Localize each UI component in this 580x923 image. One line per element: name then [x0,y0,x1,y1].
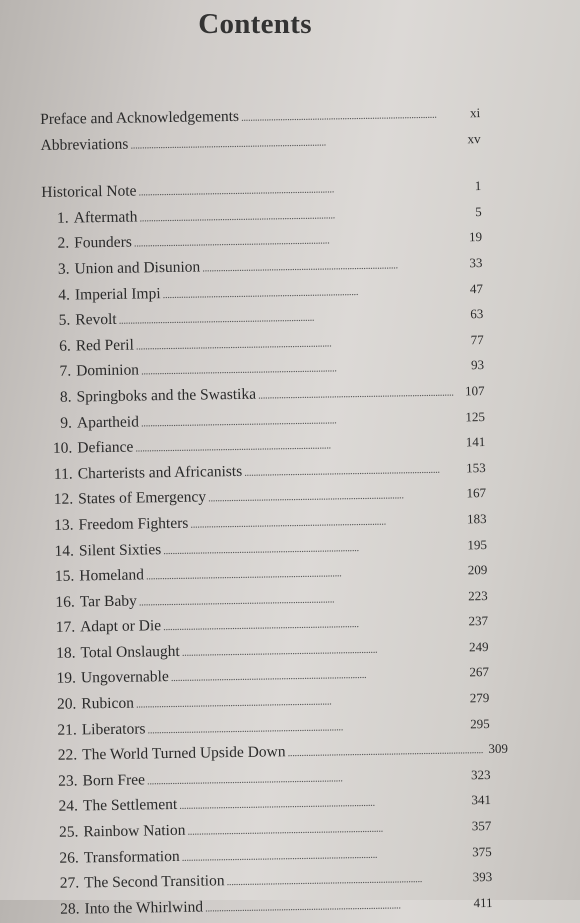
chapter-number: 25. [58,823,79,841]
page-number: 107 [464,382,485,399]
dot-leader [136,329,458,359]
page-number: 341 [471,792,492,808]
dot-leader [226,867,466,895]
page-number: 309 [488,740,509,757]
chapter-number: 8. [59,388,72,406]
page-number: 223 [468,587,488,604]
page-number: xv [467,130,481,146]
entry-title: Rubicon [81,694,135,713]
dot-leader [258,380,459,408]
page-number: 357 [471,818,492,834]
chapter-number: 26. [59,849,79,867]
chapter-number: 9. [60,414,73,432]
chapter-number: 10. [52,439,73,457]
chapter-number: 1. [56,209,69,227]
entry-title: Adapt or Die [80,617,162,636]
chapter-number: 11. [53,465,73,483]
dot-leader [241,102,455,130]
page-number: 19 [468,229,483,245]
dot-leader [141,355,458,385]
page-number: 63 [470,306,484,322]
entry-title: States of Emergency [78,488,207,508]
entry-title: The Second Transition [84,872,225,892]
page-number: 167 [466,485,487,501]
dot-leader [244,457,460,485]
entry-title: Historical Note [41,182,137,202]
chapter-number: 3. [57,260,70,278]
page-number: 295 [470,715,490,731]
entry-title: Founders [73,233,132,252]
dot-leader [139,585,462,615]
page-number: 267 [469,664,490,680]
entry-title: Born Free [82,771,146,790]
chapter-number: 21. [57,721,77,739]
dot-leader [146,560,462,590]
entry-title: Tar Baby [79,592,137,611]
entry-title: Rainbow Nation [83,821,186,841]
page-number: 153 [466,459,486,476]
chapter-number: 16. [55,593,75,611]
page-number: 411 [473,894,493,911]
dot-leader [187,815,465,844]
dot-leader [205,892,467,921]
dot-leader [163,611,462,640]
dot-leader [208,483,460,512]
dot-leader [147,764,465,794]
page-number: 393 [472,869,493,885]
entry-title: Silent Sixties [78,540,162,559]
entry-title: Liberators [81,720,146,739]
entry-title: Total Onslaught [80,642,180,662]
page-number: xi [469,105,481,121]
dot-leader [138,176,455,206]
page-number: 195 [467,536,488,552]
table-of-contents [40,101,509,923]
entry-title: Aftermath [73,208,138,227]
chapter-number: 14. [54,542,75,560]
entry-title: Preface and Acknowledgements [40,107,240,128]
page-number: 33 [469,255,483,271]
dot-leader [130,128,455,158]
page-number: 209 [467,562,488,578]
chapter-number: 18. [56,644,76,662]
dot-leader [135,432,459,462]
chapter-number: 19. [56,669,77,688]
chapter-number: 27. [59,874,80,893]
entry-title: Charterists and Africanists [77,462,243,483]
dot-leader [141,406,459,436]
entry-title: Ungovernable [80,668,169,687]
dot-leader [139,201,456,231]
page-title: Contents [198,8,312,40]
page-number: 93 [470,357,485,373]
page-number: 279 [469,690,490,706]
page-number: 125 [465,408,486,424]
chapter-number: 13. [54,516,74,534]
chapter-number: 23. [58,772,78,790]
chapter-number: 5. [58,311,71,329]
chapter-number: 6. [58,337,71,355]
chapter-number: 2. [57,234,70,253]
dot-leader [190,508,461,537]
page-number: 47 [469,280,484,296]
entry-title: The Settlement [82,796,178,815]
dot-leader [163,534,461,563]
entry-title: Dominion [76,361,140,380]
chapter-number: 17. [55,618,76,637]
entry-title: Abbreviations [40,135,129,154]
dot-leader [202,252,457,281]
chapter-number: 7. [59,362,72,381]
page-number: 1 [474,178,482,194]
toc-entry-front-matter [40,127,480,160]
dot-leader [134,227,457,257]
chapter-number: 4. [58,286,71,304]
dot-leader [136,687,464,717]
dot-leader [147,713,464,743]
entry-title: Transformation [83,847,180,867]
entry-title: Union and Disunion [74,258,201,278]
front-matter-section [40,101,481,159]
chapter-number: 15. [54,567,75,585]
dot-leader [179,790,465,819]
dot-leader [162,278,457,307]
entry-title: Homeland [79,566,145,585]
dot-leader [171,662,464,691]
entry-title: Freedom Fighters [78,514,189,534]
chapter-number: 22. [57,746,78,765]
chapter-number: 28. [60,900,80,918]
entry-title: Red Peril [75,336,134,355]
chapter-list [42,200,509,923]
page-number: 249 [468,638,489,655]
chapter-number: 12. [53,490,74,509]
entry-title: Imperial Impi [74,284,161,304]
page-number: 375 [472,843,492,859]
page-number: 237 [468,613,489,629]
entry-title: Revolt [75,310,117,329]
page-number: 141 [465,434,486,450]
dot-leader [287,738,482,766]
dot-leader [181,841,465,870]
entry-title: Apartheid [76,413,140,431]
entry-title: Into the Whirlwind [84,898,204,918]
entry-title: The World Turned Upside Down [82,743,286,764]
entry-title: Springboks and the Swastika [76,385,257,406]
chapter-number: 24. [58,797,79,816]
page-number: 323 [470,766,491,783]
chapter-number: 20. [56,695,77,713]
page-number: 77 [470,331,484,348]
dot-leader [182,636,463,665]
page-number: 5 [475,203,482,219]
entry-title: Defiance [77,438,134,457]
page-number: 183 [466,510,487,527]
